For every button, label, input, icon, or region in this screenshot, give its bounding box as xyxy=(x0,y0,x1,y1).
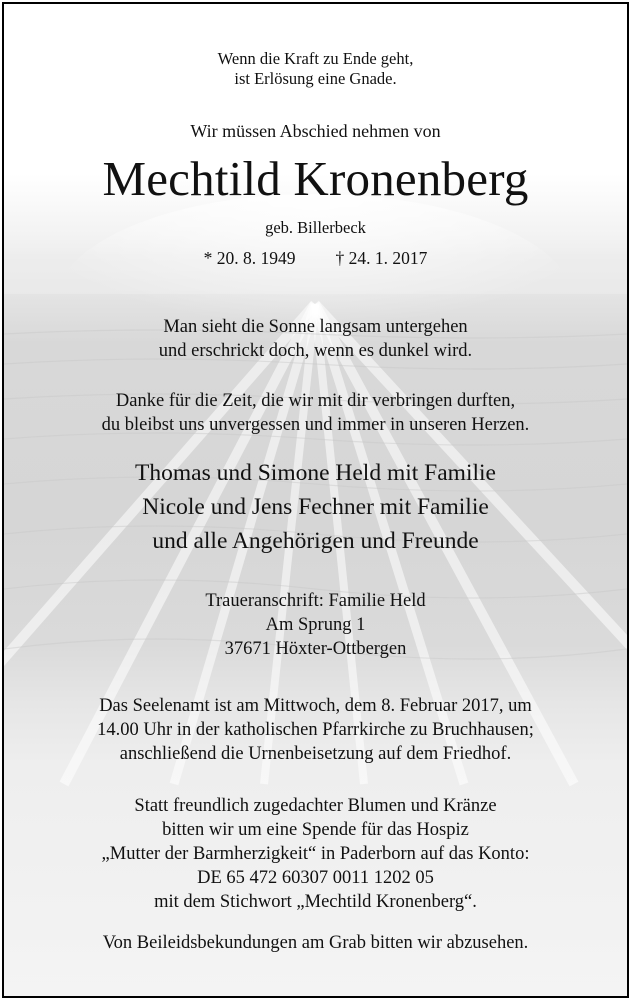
donation-line-5: mit dem Stichwort „Mechtild Kronenberg“. xyxy=(154,892,477,912)
donation-line-2: bitten wir um eine Spende für das Hospiz xyxy=(162,820,469,840)
address-line-2: Am Sprung 1 xyxy=(265,615,366,635)
verse-2-line-2: du bleibst uns unvergessen und immer in unseren Herzen. xyxy=(101,415,530,435)
mourners-line-1: Thomas und Simone Held mit Familie xyxy=(135,460,496,486)
donation-line-1: Statt freundlich zugedachter Blumen und Kränze xyxy=(134,796,497,816)
obituary-text xyxy=(4,4,627,996)
life-dates xyxy=(4,248,627,269)
motto-line-1: Wenn die Kraft zu Ende geht, xyxy=(217,49,414,68)
service-line-1: Das Seelenamt ist am Mittwoch, dem 8. Februar 2017, um xyxy=(99,696,532,716)
obituary-card xyxy=(2,2,629,998)
mourners-line-2: Nicole und Jens Fechner mit Familie xyxy=(142,494,489,520)
deceased-name: Mechtild Kronenberg xyxy=(102,151,529,206)
motto-line-2: ist Erlösung eine Gnade. xyxy=(234,69,397,88)
intro-text: Wir müssen Abschied nehmen von xyxy=(190,121,441,141)
donation-iban: DE 65 472 60307 0011 1202 05 xyxy=(197,868,434,888)
service-line-3: anschließend die Urnenbeisetzung auf dem Friedhof. xyxy=(119,744,512,764)
death-date: † 24. 1. 2017 xyxy=(335,248,428,268)
address-line-1: Traueranschrift: Familie Held xyxy=(205,591,426,611)
mourners-line-3: und alle Angehörigen und Freunde xyxy=(152,528,479,554)
verse-2-line-1: Danke für die Zeit, die wir mit dir verbringen durften, xyxy=(115,391,516,411)
address-line-3: 37671 Höxter-Ottbergen xyxy=(224,639,407,659)
donation-line-3: „Mutter der Barmherzigkeit“ in Paderborn auf das Konto: xyxy=(101,844,530,864)
birth-date: * 20. 8. 1949 xyxy=(203,248,296,268)
maiden-name: geb. Billerbeck xyxy=(265,218,366,237)
closing-note: Von Beileidsbekundungen am Grab bitten wir abzusehen. xyxy=(102,933,529,953)
verse-1-line-1: Man sieht die Sonne langsam untergehen xyxy=(163,317,468,337)
verse-1-line-2: und erschrickt doch, wenn es dunkel wird. xyxy=(158,341,473,361)
service-line-2: 14.00 Uhr in der katholischen Pfarrkirche zu Bruchhausen; xyxy=(97,720,534,740)
